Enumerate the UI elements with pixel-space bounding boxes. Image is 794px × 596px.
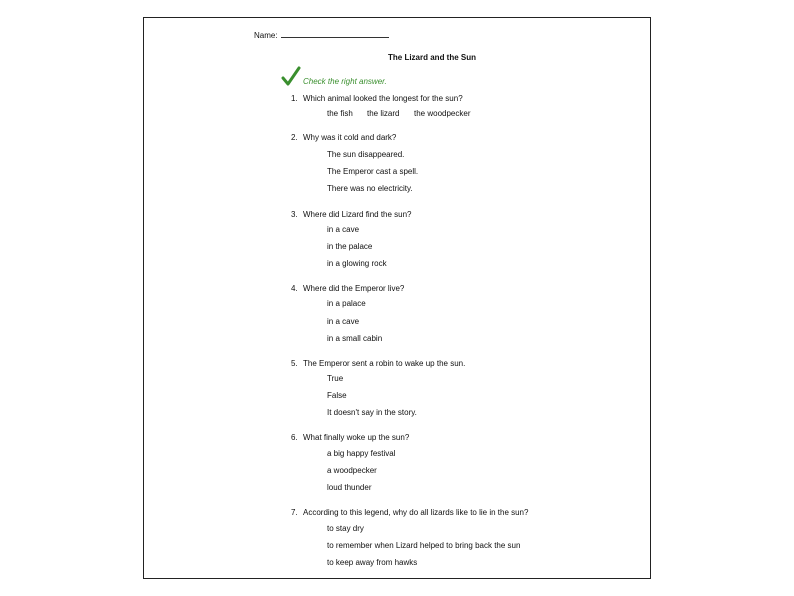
answer-option[interactable]: in a cave [327,317,360,326]
answer-option[interactable]: the woodpecker [414,109,471,118]
answer-option[interactable]: in a cave [327,225,360,234]
answer-option[interactable]: There was no electricity. [327,184,413,193]
name-blank-line [281,29,389,38]
answer-option[interactable]: in the palace [327,242,373,251]
answer-option[interactable]: the lizard [367,109,400,118]
question-text: Why was it cold and dark? [303,133,397,142]
question-number: 6. [291,433,298,442]
answer-option[interactable]: a woodpecker [327,466,377,475]
answer-option[interactable]: the fish [327,109,353,118]
answer-option[interactable]: in a palace [327,299,366,308]
question-text: According to this legend, why do all lizards like to lie in the sun? [303,508,529,517]
question-text: What finally woke up the sun? [303,433,410,442]
answer-option[interactable]: to remember when Lizard helped to bring back the sun [327,541,521,550]
question-number: 2. [291,133,298,142]
answer-option[interactable]: False [327,391,347,400]
answer-option[interactable]: a big happy festival [327,449,396,458]
question-text: Which animal looked the longest for the sun? [303,94,463,103]
answer-option[interactable]: in a glowing rock [327,259,387,268]
question-number: 1. [291,94,298,103]
question-text: Where did Lizard find the sun? [303,210,412,219]
answer-option[interactable]: in a small cabin [327,334,383,343]
instruction-text: Check the right answer. [303,77,387,86]
question-text: Where did the Emperor live? [303,284,405,293]
answer-option[interactable]: True [327,374,344,383]
answer-option[interactable]: to keep away from hawks [327,558,418,567]
question-number: 5. [291,359,298,368]
answer-option[interactable]: to stay dry [327,524,364,533]
answer-option[interactable]: The sun disappeared. [327,150,405,159]
question-number: 4. [291,284,298,293]
page-title: The Lizard and the Sun [388,53,477,62]
answer-option[interactable]: It doesn't say in the story. [327,408,417,417]
name-label: Name: [254,31,278,40]
answer-option[interactable]: loud thunder [327,483,372,492]
answer-option[interactable]: The Emperor cast a spell. [327,167,419,176]
question-text: The Emperor sent a robin to wake up the sun. [303,359,466,368]
name-field [254,29,389,40]
question-number: 7. [291,508,298,517]
checkmark-icon [281,66,301,88]
question-number: 3. [291,210,298,219]
